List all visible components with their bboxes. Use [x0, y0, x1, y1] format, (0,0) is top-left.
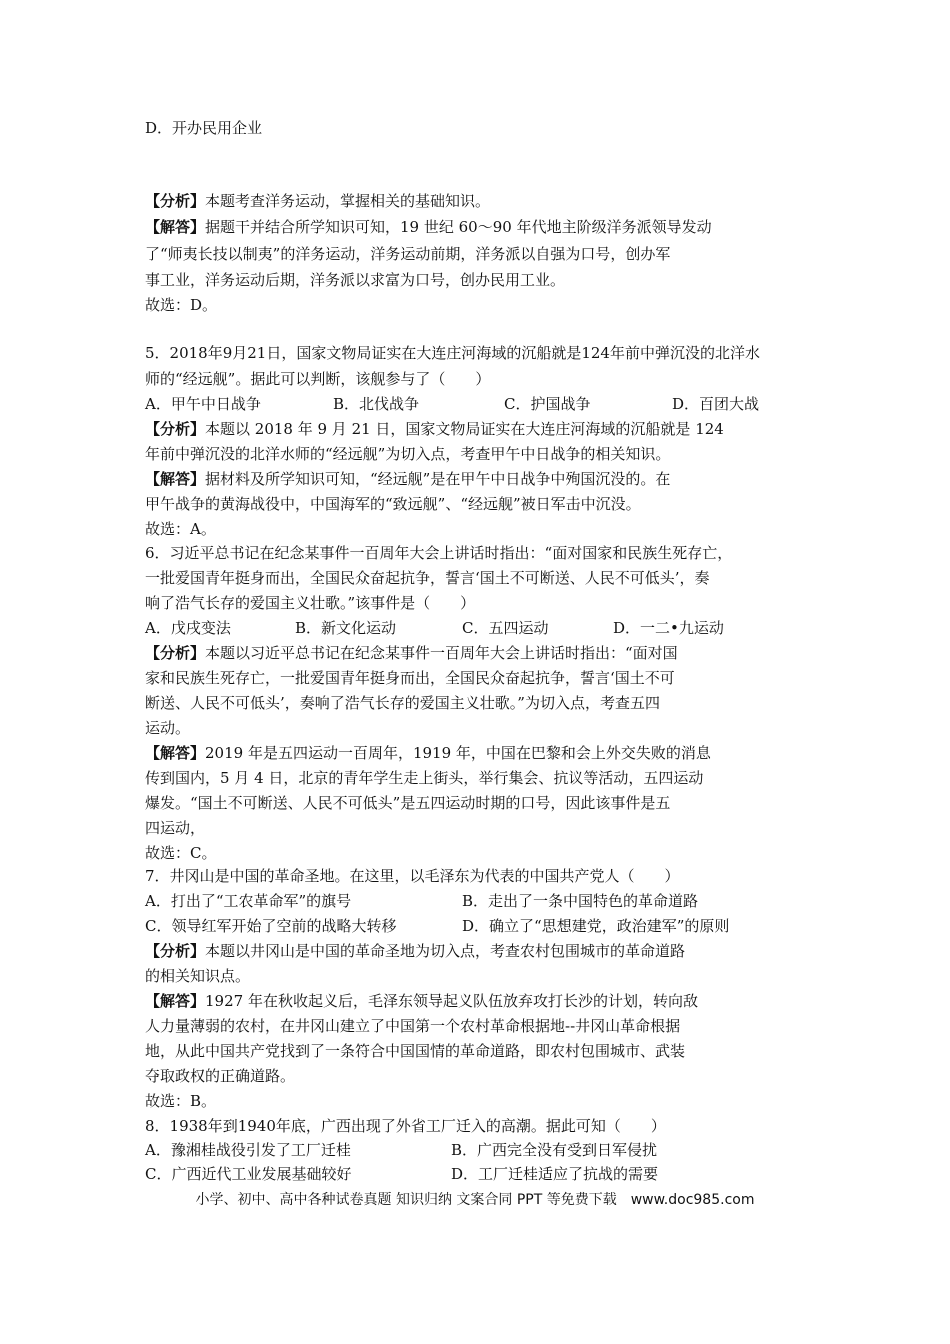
q5-answer-line [145, 469, 815, 489]
q8-option-d: D．工厂迁桂适应了抗战的需要 [451, 1165, 659, 1183]
q6-analysis-line: 运动。 [145, 719, 191, 737]
q6-stem-line: 一批爱国青年挺身而出，全国民众奋起抗争，誓言‘国土不可断送、人民不可低头’，奏 [145, 569, 710, 587]
q5-stem-line: 师的“经远舰”。据此可以判断，该舰参与了（ ） [145, 370, 491, 388]
analysis-tag: 【分析】 [145, 192, 206, 210]
analysis-text: 本题考查洋务运动，掌握相关的基础知识。 [205, 192, 491, 210]
q6-answer-line: 传到国内，5 月 4 日，北京的青年学生走上街头，举行集会、抗议等活动，五四运动 [145, 769, 704, 787]
q6-analysis-line: 家和民族生死存亡，一批爱国青年挺身而出，全国民众奋起抗争，誓言‘国土不可 [145, 669, 675, 687]
analysis-text: 本题以习近平总书记在纪念某事件一百周年大会上讲话时指出：“面对国 [205, 644, 678, 662]
q7-option-a: A．打出了“工农革命军”的旗号 [145, 892, 352, 910]
analysis-tag: 【分析】 [145, 420, 206, 438]
q4-choice: 故选：D。 [145, 296, 218, 314]
analysis-text: 本题以井冈山是中国的革命圣地为切入点，考查农村包围城市的革命道路 [205, 942, 686, 960]
q6-answer-line: 爆发。“国土不可断送、人民不可低头”是五四运动时期的口号，因此该事件是五 [145, 794, 671, 812]
q6-stem-line: 响了浩气长存的爱国主义壮歌。”该事件是（ ） [145, 594, 476, 612]
q6-choice: 故选：C。 [145, 844, 217, 862]
q4-answer-line: 了“师夷长技以制夷”的洋务运动，洋务运动前期，洋务派以自强为口号，创办军 [145, 245, 671, 263]
q6-option-d: D．一二•九运动 [613, 619, 724, 637]
q8-option-c: C．广西近代工业发展基础较好 [145, 1165, 352, 1183]
q6-option-c: C．五四运动 [462, 619, 549, 637]
q7-answer-line [145, 991, 815, 1011]
answer-text: 据题干并结合所学知识可知，19 世纪 60～90 年代地主阶级洋务派领导发动 [205, 218, 712, 236]
page-footer: 小学、初中、高中各种试卷真题 知识归纳 文案合同 PPT 等免费下载 www.doc985.com [195, 1192, 755, 1208]
q6-analysis-line: 断送、人民不可低头’，奏响了浩气长存的爱国主义壮歌。”为切入点，考查五四 [145, 694, 660, 712]
q7-stem: 7．井冈山是中国的革命圣地。在这里，以毛泽东为代表的中国共产党人（ ） [145, 867, 680, 885]
q5-option-d: D．百团大战 [672, 395, 760, 413]
answer-tag: 【解答】 [145, 992, 206, 1010]
q4-analysis [145, 191, 815, 211]
q7-analysis-line [145, 941, 815, 961]
q4-answer-line: 事工业，洋务运动后期，洋务派以求富为口号，创办民用工业。 [145, 271, 566, 289]
q7-answer-line: 人力量薄弱的农村，在井冈山建立了中国第一个农村革命根据地--井冈山革命根据 [145, 1017, 681, 1035]
analysis-tag: 【分析】 [145, 644, 206, 662]
q8-option-b: B．广西完全没有受到日军侵扰 [451, 1141, 658, 1159]
q5-analysis-line [145, 419, 815, 439]
q7-answer-line: 地，从此中国共产党找到了一条符合中国国情的革命道路，即农村包围城市、武装 [145, 1042, 686, 1060]
q5-option-a: A．甲午中日战争 [145, 395, 261, 413]
answer-text: 2019 年是五四运动一百周年，1919 年，中国在巴黎和会上外交失败的消息 [205, 744, 711, 762]
answer-tag: 【解答】 [145, 218, 206, 236]
answer-text: 据材料及所学知识可知，“经远舰”是在甲午中日战争中殉国沉没的。在 [205, 470, 671, 488]
q4-answer-line [145, 217, 815, 237]
answer-tag: 【解答】 [145, 470, 206, 488]
q4-option-d: D．开办民用企业 [145, 119, 263, 137]
q6-option-b: B．新文化运动 [295, 619, 397, 637]
q5-option-b: B．北伐战争 [333, 395, 420, 413]
q5-analysis-line: 年前中弹沉没的北洋水师的“经远舰”为切入点，考查甲午中日战争的相关知识。 [145, 445, 671, 463]
q6-answer-line: 四运动， [145, 819, 206, 837]
q7-option-b: B．走出了一条中国特色的革命道路 [462, 892, 699, 910]
q6-option-a: A．戊戌变法 [145, 619, 231, 637]
q7-choice: 故选：B。 [145, 1092, 217, 1110]
q5-choice: 故选：A。 [145, 520, 216, 538]
q5-answer-line: 甲午战争的黄海战役中，中国海军的“致远舰”、“经远舰”被日军击中沉没。 [145, 495, 641, 513]
q6-stem-line: 6．习近平总书记在纪念某事件一百周年大会上讲话时指出：“面对国家和民族生死存亡， [145, 544, 733, 562]
q7-analysis-line: 的相关知识点。 [145, 967, 251, 985]
q7-option-d: D．确立了“思想建党，政治建军”的原则 [462, 917, 730, 935]
q5-stem-line: 5．2018年9月21日，国家文物局证实在大连庄河海域的沉船就是124年前中弹沉没的北洋水 [145, 344, 760, 362]
q8-option-a: A．豫湘桂战役引发了工厂迁桂 [145, 1141, 351, 1159]
answer-tag: 【解答】 [145, 744, 206, 762]
q6-answer-line [145, 743, 815, 763]
analysis-tag: 【分析】 [145, 942, 206, 960]
q5-option-c: C．护国战争 [504, 395, 591, 413]
q8-stem: 8．1938年到1940年底，广西出现了外省工厂迁入的高潮。据此可知（ ） [145, 1117, 666, 1135]
answer-text: 1927 年在秋收起义后，毛泽东领导起义队伍放弃攻打长沙的计划，转向敌 [205, 992, 698, 1010]
analysis-text: 本题以 2018 年 9 月 21 日，国家文物局证实在大连庄河海域的沉船就是 124 [205, 420, 724, 438]
q7-option-c: C．领导红军开始了空前的战略大转移 [145, 917, 397, 935]
q6-analysis-line [145, 643, 815, 663]
q7-answer-line: 夺取政权的正确道路。 [145, 1067, 296, 1085]
